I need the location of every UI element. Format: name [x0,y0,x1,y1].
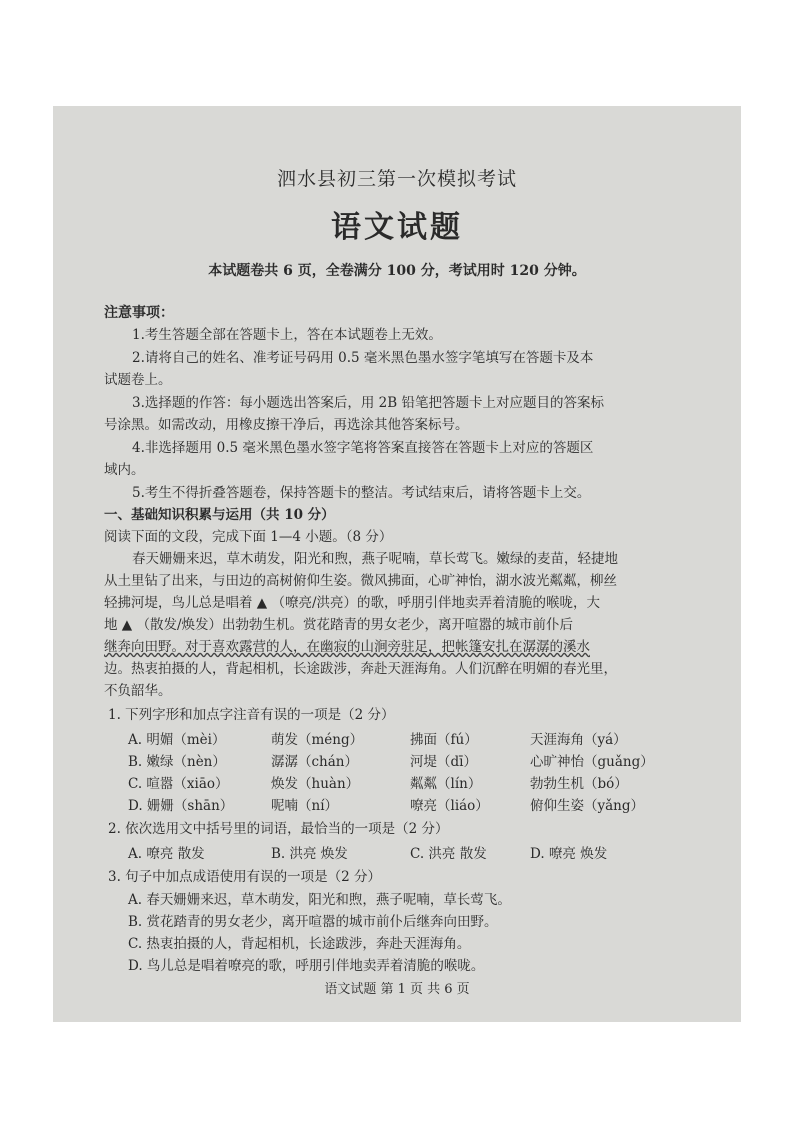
question-stem: 1. 下列字形和加点字注音有误的一项是（2 分） [108,707,395,723]
passage-line: 从土里钻了出来，与田边的高树俯仰生姿。微风拂面，心旷神怡，湖水波光粼粼，柳丝 [104,573,617,589]
q1-option: 呢喃（ní） [271,798,339,814]
q2-option: B. 洪亮 焕发 [271,846,348,862]
notice-item: 1.考生答题全部在答题卡上，答在本试题卷上无效。 [132,327,442,343]
notice-item: 3.选择题的作答：每小题选出答案后，用 2B 铅笔把答题卡上对应题目的答案标 [132,395,604,411]
q1-option: 拂面（fú） [410,732,478,748]
notice-item: 号涂黑。如需改动，用橡皮擦干净后，再选涂其他答案标号。 [104,417,469,433]
q1-option: 俯仰生姿（yǎng） [530,798,645,814]
notice-item: 2.请将自己的姓名、准考证号码用 0.5 毫米黑色墨水签字笔填写在答题卡及本 [132,350,594,366]
passage-line: 轻拂河堤，鸟儿总是唱着 ▲ （嘹亮/洪亮）的歌，呼朋引伴地卖弄着清脆的喉咙，大 [104,595,601,611]
exam-summary: 本试题卷共 6 页，全卷满分 100 分，考试用时 120 分钟。 [208,263,586,279]
q2-option: C. 洪亮 散发 [410,846,487,862]
q2-option: A. 嘹亮 散发 [128,846,205,862]
passage-line: 春天姗姗来迟，草木萌发，阳光和煦，燕子呢喃，草长莺飞。嫩绿的麦苗，轻捷地 [132,551,618,567]
passage-line-underlined: 继奔向田野。对于喜欢露营的人，在幽寂的山涧旁驻足，把帐篷安扎在潺潺的溪水 [104,639,590,655]
q1-option: 萌发（méng） [271,732,364,748]
page-footer: 语文试题 第 1 页 共 6 页 [324,982,470,997]
section-title: 一、基础知识积累与运用（共 10 分） [104,507,335,523]
q1-option: D. 姗姗（shān） [128,798,234,814]
question-stem: 3. 句子中加点成语使用有误的一项是（2 分） [108,869,382,885]
q1-option: 焕发（huàn） [271,776,360,792]
q3-option: B. 赏花踏青的男女老少，离开喧嚣的城市前仆后继奔向田野。 [128,914,498,930]
q1-option: A. 明媚（mèi） [128,732,226,748]
notice-item: 试题卷上。 [104,372,172,388]
q1-option: C. 喧嚣（xiāo） [128,776,229,792]
q1-option: 潺潺（chán） [271,754,358,770]
passage-line: 不负韶华。 [104,683,172,699]
q1-option: 粼粼（lín） [410,776,482,792]
subject-title: 语文试题 [331,210,463,245]
q3-option: D. 鸟儿总是唱着嘹亮的歌，呼朋引伴地卖弄着清脆的喉咙。 [128,958,485,974]
question-stem: 2. 依次选用文中括号里的词语，最恰当的一项是（2 分） [108,821,449,837]
q1-option: B. 嫩绿（nèn） [128,754,226,770]
exam-paper [53,106,741,1022]
q3-option: C. 热衷拍摄的人，背起相机，长途跋涉，奔赴天涯海角。 [128,936,471,952]
q2-option: D. 嘹亮 焕发 [530,846,608,862]
notice-item: 5.考生不得折叠答题卷，保持答题卡的整洁。考试结束后，请将答题卡上交。 [132,485,591,501]
exam-name: 泗水县初三第一次模拟考试 [276,168,517,190]
notice-item: 4.非选择题用 0.5 毫米黑色墨水签字笔将答案直接答在答题卡上对应的答题区 [132,440,594,456]
notice-item: 域内。 [104,462,145,478]
q1-option: 勃勃生机（bó） [530,776,628,792]
q1-option: 嘹亮（liáo） [410,798,489,814]
passage-line: 地 ▲ （散发/焕发）出勃勃生机。赏花踏青的男女老少，离开喧嚣的城市前仆后 [104,617,574,633]
passage-line: 边。热衷拍摄的人，背起相机，长途跋涉，奔赴天涯海角。人们沉醉在明媚的春光里， [104,661,617,677]
section-instruction: 阅读下面的文段，完成下面 1—4 小题。（8 分） [104,529,393,545]
q1-option: 心旷神怡（guǎng） [530,754,654,770]
q3-option: A. 春天姗姗来迟，草木萌发，阳光和煦，燕子呢喃，草长莺飞。 [128,892,511,908]
q1-option: 天涯海角（yá） [530,732,627,748]
notice-title: 注意事项： [104,305,174,321]
q1-option: 河堤（dī） [410,754,477,770]
